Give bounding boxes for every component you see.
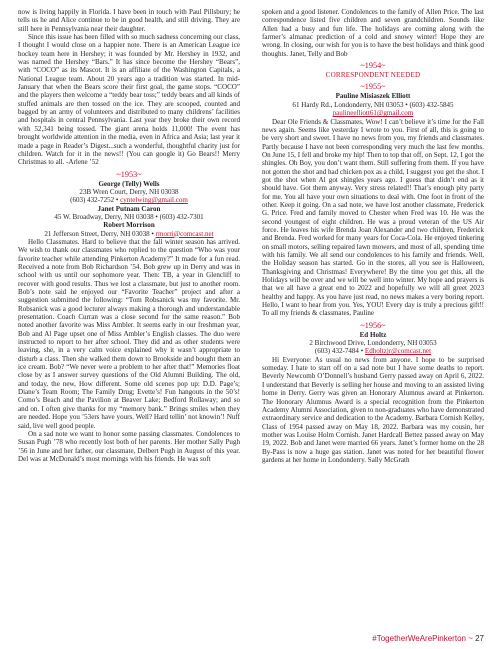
correspondent-email-link[interactable]: rmorri@comcast.net xyxy=(155,229,214,238)
class-year-heading: ~1954~ xyxy=(360,61,386,71)
footer-hashtag: #TogetherWeArePinkerton xyxy=(372,634,466,643)
class-year-heading: ~1955~ xyxy=(360,82,386,92)
right-column xyxy=(262,8,484,464)
correspondent-phone-line xyxy=(262,347,484,355)
correspondent-phone: (603) 432-7484 • xyxy=(314,347,364,356)
correspondent-name: Robert Morrison xyxy=(103,221,155,230)
class-note-paragraph: spoken and a good listener. Condolences to the family of Allen Price. The last correspondence listed five children and seven grandchildren. Sounds like Allen had a busy and fun life. The holidays are coming along with the farmer’s almanac prediction of a cold and snowy winter! Hope they are wrong. In closing, our wish for you is to have the best holidays and think good thoughts. Janet, Telly and Bob xyxy=(262,8,484,58)
correspondent-name: George (Telly) Wells xyxy=(98,179,160,188)
left-column xyxy=(18,8,240,463)
correspondent-contact xyxy=(262,92,484,117)
page-footer xyxy=(372,634,484,643)
correspondent-name: Janet Putnam Caron xyxy=(97,204,161,213)
class-note-paragraph: Since this issue has been filled with so much sadness concerning our class, I thought I would close on a happier note. There is an American League ice hockey team here in Hershey; it was founded by Mr. Hershey in 1932, and was named the Hershey “Bars.” It has since become the Hershey “Bears”, with “COCO” as its Mascot. It is an affiliate of the Washington Capitals, a National League team. About 20 years ago a tradition was started. In mid-January that when the Bears score their first goal, the game stops. “COCO” and the players then welcome a “teddy bear toss;” teddy bears and all kinds of stuffed animals are then tossed on the ice. They are scooped, counted and bagged by an army of volunteers and distributed to many childrens’ facilities and hospitals in central Pennsylvania. Last year they broke their own record with 52,341 being tossed. The giant arena holds 11,000! The event has brought worldwide attention in the media, even in Africa and Asia; last year it made a page in Reader’s Digest...such a wonderful, thoughtful charity just for children. Watch for it in the news!! (You can google it) Go Bears!! Merry Christmas to all. -Arlene ’52 xyxy=(18,33,240,167)
class-note-paragraph: Dear Ole Friends & Classmates, Wow! I can’t believe it’s time for the Fall news again. Seems like yesterday I wrote to you. First of all, this is going to be very short and sweet. I have no news from you, my friends and classmates. Partly because I have not been corresponding very much the last few months. On June 15, I fell and broke my hip! Then to top that off, on Sept. 12, I got the shingles. Oh Boy, you don’t want them. Still suffering from them. If you have not gotten the shot and had chicken pox as a child, I suggest you get the shot. I got the shot when Al got shingles years ago. I guess that didn’t end as it should have. Got them anyway. Very stress related!! That’s enough pity party for me. You all have your own situations to deal with. One foot in front of the other. Keep it going. On a sad note, we have lost another classmate, Frederick G. Price. Fred and family moved to Chester when Fred was 10. He was the second youngest of eight children. He was a proud veteran of the US Air force. He leaves his wife Brenda Joan Alexander and two children, Frederick and Brenda. Fred worked for many years for Coca-Cola. He enjoyed tinkering on small motors, selling repaired lawn mowers, and most of all, spending time with his family. We all send our condolences to his family and friends. Well, the Holiday season has started. Go in the stores, all you see is Halloween, Thanksgiving and Christmas! Everywhere! By the time you get this, all the Holidays will be over and we will be well into winter. My hope and prayers is that we all have a great end to 2022 and hopefully we will all greet 2023 healthy and happy. As you have just read, no news makes a very boring report. Hello, I want to hear from you. Yes, YOU! Every day is truly a precious gift!! To all my friends & classmates, Pauline xyxy=(262,117,484,318)
correspondent-address: 2 Birchwood Drive, Londonderry, NH 03053 xyxy=(309,339,437,348)
correspondent-contact xyxy=(18,180,240,238)
correspondent-email-link[interactable]: cyntelwing@gmail.com xyxy=(120,196,188,205)
correspondent-needed-notice: CORRESPONDENT NEEDED xyxy=(325,71,421,80)
correspondent-address: 61 Hardy Rd., Londonderry, NH 03053 • (603) 432-5845 xyxy=(292,100,454,109)
correspondent-name: Pauline Misiaszek Elliott xyxy=(335,92,411,101)
class-note-paragraph: now is living happily in Florida. I have been in touch with Paul Pillsbury; he tells us he and Alice continue to be in good health, and still driving. They are still here in Pennsylvania near their daughter. xyxy=(18,8,240,33)
correspondent-contact xyxy=(262,331,484,356)
class-note-paragraph: Hello Classmates. Hard to believe that the fall winter season has arrived. We wish to thank our classmates who replied to the question “Who was your favorite teacher while attending Pinkerton Academy?” It made for a fun read. Received a note from Bob Richardson ’54. Bob grew up in Derry and was in school with us until our sophomore year. Then: TB, a year in Glencliff to recover with good results. Thus we lost a classmate, but just to another room. Bob’s note said he enjoyed our “Favorite Teacher” project and after a suggestion submitted the following: “Tom Robsanick was my favorite. Mr. Robsanick was a good lecturer always making a thorough and understandable presentation. Coach Curran was a close second for the same reason.” Bob noted another favorite was Miss Ambler. It seems early in our freshman year, Bob and Al Page upset one of Miss Ambler’s English classes. The duo were instructed to report to her after school. They did and as other students were leaving, she, in a very calm voice explained why it wasn’t appropriate to disturb a class. Then she walked them down to Brookside and bought them an ice cream. Bob? “We never were a problem to her after that!” Memories float close by as I answer survey questions of the Old Alumni Building. The old, and today, the new, How different. Some old scenes pop up: D.D. Page’s; Diane’s Team Room; The Family Drug; Evette’s! Fun hangouts in the 50’s! Como’s Beach and the Pavilion at Beaver Lake; Bedford Rollaway; and so and on. I often give thanks for my “memory bank.” Brings smiles when they are needed. Hope you ’53ers have yours. Well? Hard tellin’ not knowin’! Nuff said, live well good people. xyxy=(18,237,240,430)
class-year-heading: ~1953~ xyxy=(116,169,142,179)
correspondent-address-line xyxy=(18,230,240,238)
class-note-paragraph: On a sad note we want to honor some passing classmates. Condolences to Susan Pugh ’78 who recently lost both of her parents. Her mother Sally Pugh ’56 in June and her father, our classmate, Delbert Pugh in August of this year. Del was at McDonald’s most mornings with his friends. He was soft xyxy=(18,429,240,463)
footer-separator: ~ xyxy=(465,634,476,643)
correspondent-name: Ed Holtz xyxy=(359,330,387,339)
correspondent-address: 45 W. Broadway, Derry, NH 03038 • (603) 432-7301 xyxy=(54,212,204,221)
correspondent-email-link[interactable]: Edholtzjr@comcast.net xyxy=(364,347,432,356)
class-year-heading: ~1956~ xyxy=(360,320,386,330)
correspondent-address: 23B Wren Court, Derry, NH 03038 xyxy=(79,187,179,196)
page-number: 27 xyxy=(475,634,484,643)
correspondent-address: 21 Jefferson Street, Derry, NH 03038 • xyxy=(44,229,154,238)
class-note-paragraph: Hi Everyone: As usual no news from anyone. I hope to be surprised someday. I hate to start off on a sad note but I have some deaths to report. Beverly Newcomb O’Donnell’s husband Gerry passed away on April 6, 2022. I understand that Beverly is selling her house and moving to an assisted living home in Derry. Gerry was given an Honorary Alumnus award at Pinkerton. The Honorary Alumnus Award is a special recognition from the Pinkerton Academy Alumni Association, given to non-graduates who have demonstrated extraordinary service and dedication to the Academy. Barbara Cornish Kelley, Class of 1954 passed away on May 18, 2022. Barbara was my cousin, her mother was Louise Holm Cornish. Janet Hardcall Bettez passed away on May 19, 2022. Bob and Janet were married 66 years. Janet’s former home on the 28 By-Pass is now a huge gas station. Janet was noted for her beautiful flower gardens at her home in Londonderry. Sally McGrath xyxy=(262,355,484,464)
correspondent-email-link[interactable]: paulineelliott61@gmail.com xyxy=(332,109,414,118)
correspondent-phone-line xyxy=(18,196,240,204)
correspondent-phone: (603) 432-7252 • xyxy=(70,196,119,205)
